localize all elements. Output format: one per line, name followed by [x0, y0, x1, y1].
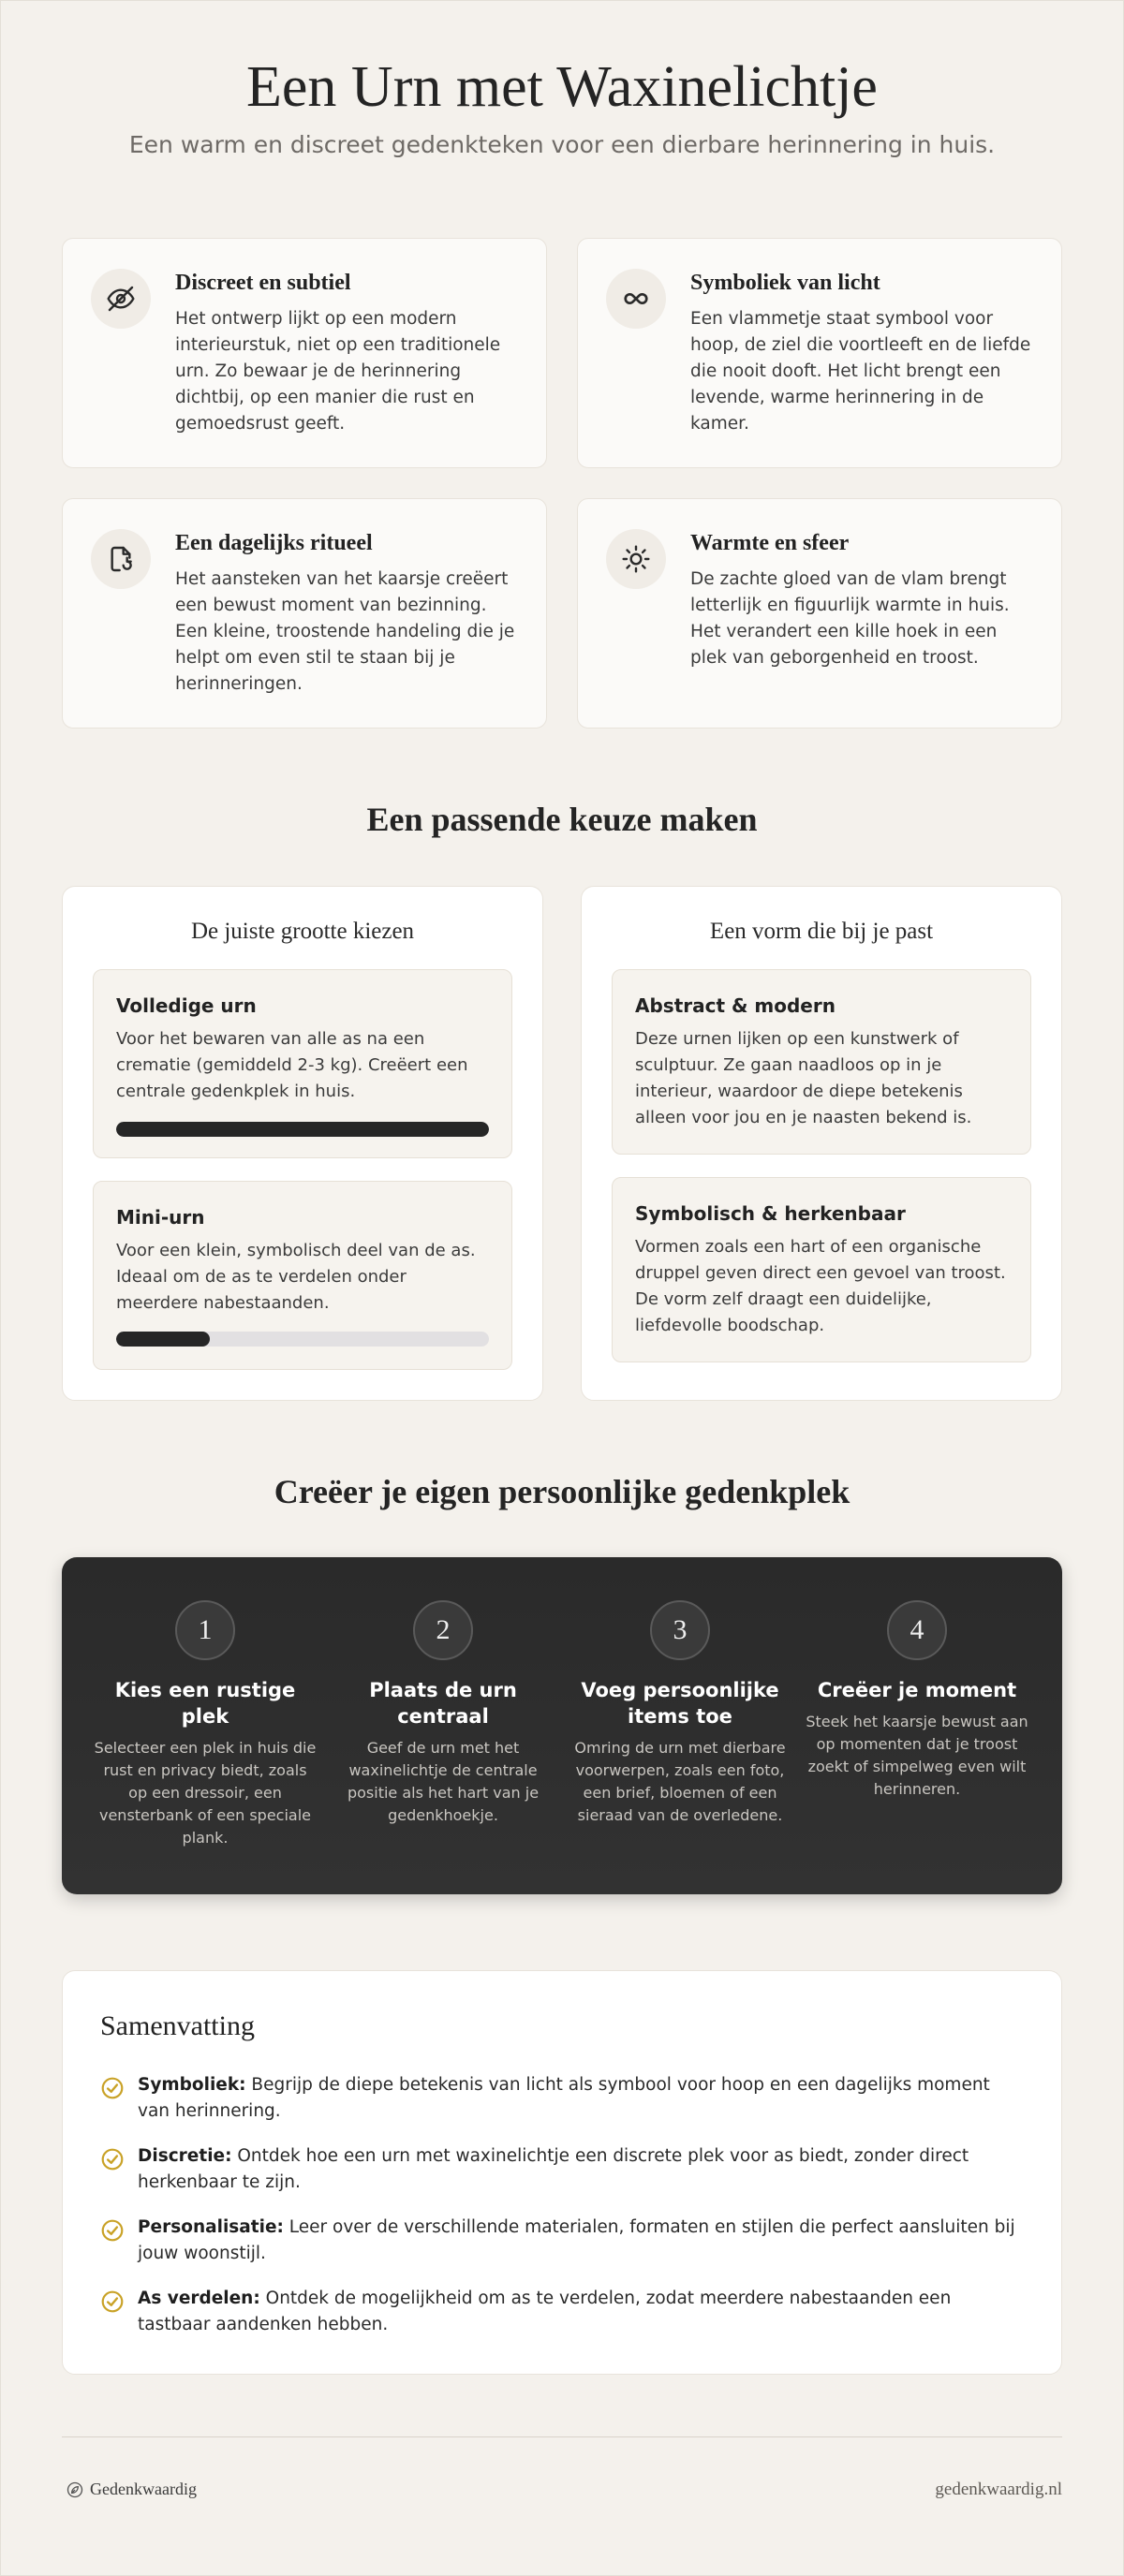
step-2 [331, 1600, 555, 1827]
option-title: Abstract & modern [635, 994, 836, 1017]
check-circle-icon [100, 2218, 125, 2243]
summary-title: Samenvatting [100, 2010, 255, 2041]
option-symbolic [612, 1177, 1031, 1362]
size-bar-fill [116, 1332, 210, 1347]
size-bar-track [116, 1332, 489, 1347]
step-number: 1 [175, 1600, 235, 1660]
check-circle-icon [100, 2289, 125, 2314]
step-text: Omring de urn met dierbare voorwerpen, zoals een foto, een brief, bloemen of een sieraad van de overledene. [574, 1739, 786, 1824]
feature-text: Het ontwerp lijkt op een modern interieurstuk, niet op een traditionele urn. Zo bewaar je de herinnering dichtbij, op een manier die rust en gemoedsrust geeft. [175, 309, 501, 434]
check-circle-icon [100, 2147, 125, 2171]
summary-card [62, 1970, 1062, 2375]
summary-text: Ontdek hoe een urn met waxinelichtje een discrete plek voor as biedt, zonder direct herkenbaar te zijn. [138, 2146, 969, 2192]
summary-item [100, 2072, 1024, 2125]
footer-brand[interactable] [66, 2480, 197, 2499]
feature-text: De zachte gloed van de vlam brengt letterlijk en figuurlijk warmte in huis. Het verandert een kille hoek in een plek van geborgenheid en troost. [690, 569, 1010, 668]
size-panel [62, 886, 543, 1401]
option-abstract [612, 969, 1031, 1155]
panel-title: De juiste grootte kiezen [190, 919, 415, 944]
step-title: Kies een rustige plek [114, 1679, 296, 1728]
option-full-urn [93, 969, 512, 1158]
step-number: 3 [650, 1600, 710, 1660]
panel-title: Een vorm die bij je past [709, 919, 934, 944]
step-number: 4 [887, 1600, 947, 1660]
option-title: Symbolisch & herkenbaar [635, 1202, 906, 1225]
step-text: Selecteer een plek in huis die rust en privacy biedt, zoals op een dressoir, een vensterbank of een speciale plank. [94, 1739, 317, 1847]
footer-divider [62, 2436, 1062, 2437]
summary-item [100, 2215, 1024, 2267]
section-title-choice: Een passende keuze maken [366, 801, 758, 838]
size-bar-fill [116, 1122, 489, 1137]
sun-icon [606, 529, 666, 589]
feature-title: Symboliek van licht [690, 271, 880, 295]
option-title: Mini-urn [116, 1206, 205, 1229]
summary-item [100, 2286, 1024, 2338]
summary-label: Symboliek: [138, 2075, 246, 2095]
step-3 [568, 1600, 792, 1827]
feature-card-ritual [62, 498, 547, 729]
file-refresh-icon [91, 529, 151, 589]
summary-label: Personalisatie: [138, 2217, 284, 2237]
feature-card-discreet [62, 238, 547, 468]
step-4 [805, 1600, 1029, 1801]
summary-text: Begrijp de diepe betekenis van licht als symbool voor hoop en een dagelijks moment van herinnering. [138, 2075, 990, 2121]
summary-text: Leer over de verschillende materialen, formaten en stijlen die perfect aansluiten bij jouw woonstijl. [138, 2217, 1015, 2263]
infinity-icon [606, 269, 666, 329]
option-text: Deze urnen lijken op een kunstwerk of sculptuur. Ze gaan naadloos op in je interieur, waardoor de diepe betekenis alleen voor jou en je naasten bekend is. [635, 1029, 972, 1127]
summary-label: As verdelen: [138, 2289, 260, 2308]
summary-label: Discretie: [138, 2146, 232, 2166]
option-text: Voor een klein, symbolisch deel van de as. Ideaal om de as te verdelen onder meerdere nabestaanden. [116, 1241, 476, 1313]
step-title: Creëer je moment [817, 1679, 1017, 1701]
step-text: Steek het kaarsje bewust aan op momenten dat je troost zoekt of simpelweg even wilt herinneren. [806, 1713, 1028, 1798]
leaf-logo-icon [66, 2480, 84, 2499]
option-mini-urn [93, 1181, 512, 1370]
step-1 [93, 1600, 318, 1849]
summary-text: Ontdek de mogelijkheid om as te verdelen, zodat meerdere nabestaanden een tastbaar aandenken hebben. [138, 2289, 952, 2334]
step-number: 2 [413, 1600, 473, 1660]
eye-off-icon [91, 269, 151, 329]
page-title: Een Urn met Waxinelichtje [246, 55, 878, 119]
footer-brand-name: Gedenkwaardig [90, 2480, 197, 2498]
shape-panel [581, 886, 1062, 1401]
feature-card-warmth [577, 498, 1062, 729]
page-subtitle: Een warm en discreet gedenkteken voor een dierbare herinnering in huis. [128, 131, 996, 158]
steps-panel [62, 1557, 1062, 1894]
feature-card-light [577, 238, 1062, 468]
step-title: Voeg persoonlijke items toe [581, 1679, 779, 1728]
feature-title: Een dagelijks ritueel [175, 531, 373, 555]
check-circle-icon [100, 2076, 125, 2100]
step-text: Geef de urn met het waxinelichtje de centrale positie als het hart van je gedenkhoekje. [347, 1739, 540, 1824]
feature-title: Discreet en subtiel [175, 271, 351, 295]
step-title: Plaats de urn centraal [369, 1679, 517, 1728]
footer-url-link[interactable]: gedenkwaardig.nl [935, 2480, 1062, 2499]
size-bar-track [116, 1122, 489, 1137]
section-title-steps: Creëer je eigen persoonlijke gedenkplek [274, 1473, 850, 1510]
option-title: Volledige urn [116, 994, 257, 1017]
feature-text: Het aansteken van het kaarsje creëert een bewust moment van bezinning. Een kleine, troostende handeling die je helpt om even stil te staan bij je herinneringen. [175, 569, 515, 694]
feature-text: Een vlammetje staat symbool voor hoop, de ziel die voortleeft en de liefde die nooit dooft. Het licht brengt een levende, warme herinnering in de kamer. [690, 309, 1031, 434]
option-text: Voor het bewaren van alle as na een crematie (gemiddeld 2-3 kg). Creëert een centrale gedenkplek in huis. [116, 1029, 468, 1101]
summary-item [100, 2143, 1024, 2196]
feature-title: Warmte en sfeer [690, 531, 850, 555]
option-text: Vormen zoals een hart of een organische druppel geven direct een gevoel van troost. De vorm zelf draagt een duidelijke, liefdevolle boodschap. [635, 1237, 1006, 1335]
